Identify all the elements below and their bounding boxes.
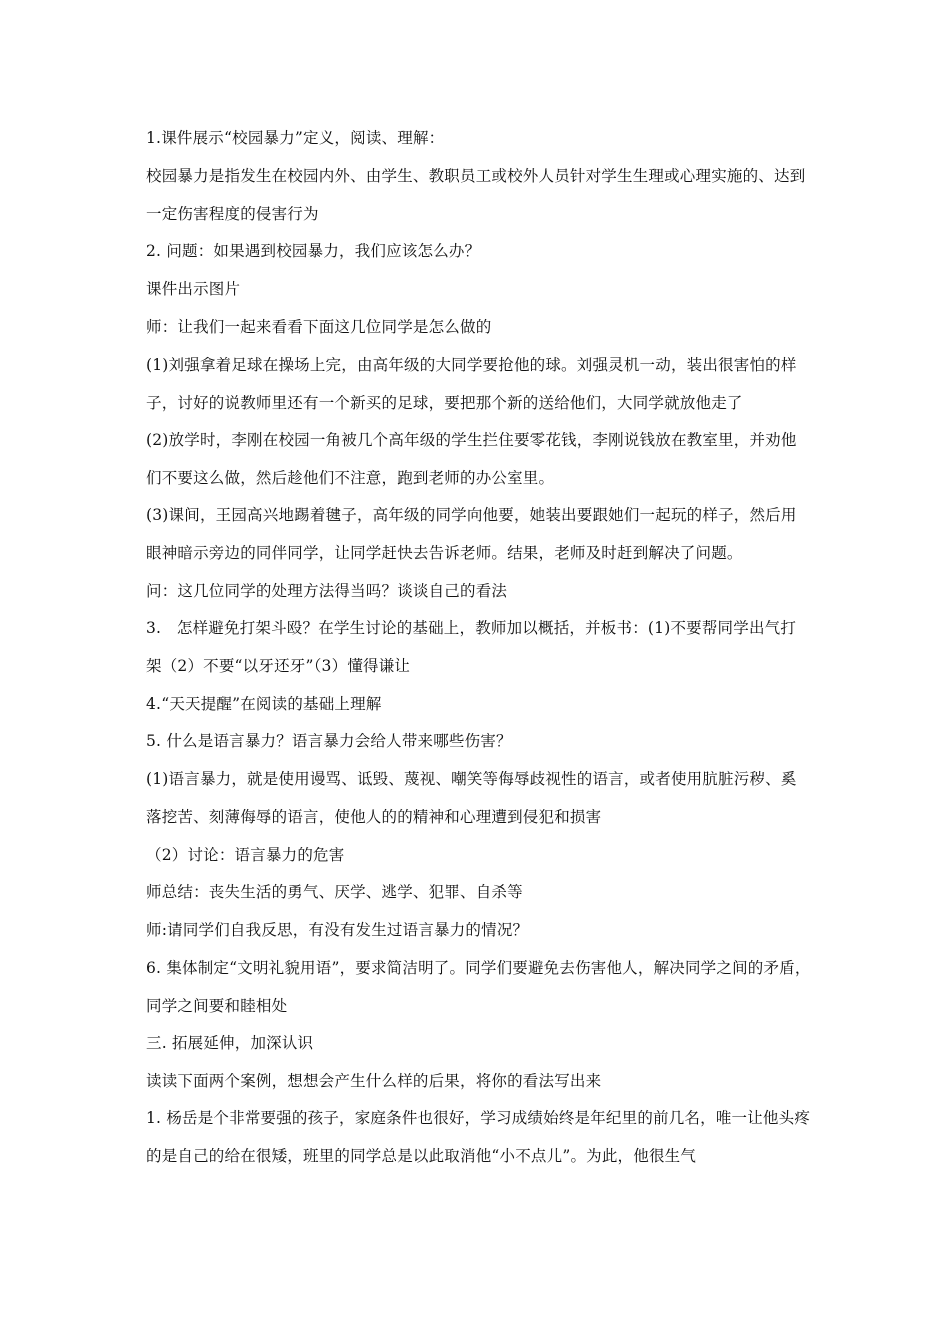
paragraph-show-pictures: 课件出示图片	[146, 280, 241, 298]
paragraph-courseware-definition: 1.课件展示“校园暴力”定义，阅读、理解：	[146, 129, 445, 147]
paragraph-definition-text: 校园暴力是指发生在校园内外、由学生、教职员工或校外人员针对学生生理或心理实施的、达到一定伤害程度的侵害行为	[146, 167, 806, 223]
paragraph-verbal-violence-definition: (1)语言暴力，就是使用谩骂、诋毁、蔑视、嘲笑等侮辱歧视性的语言，或者使用肮脏污秽、奚落挖苦、刻薄侮辱的语言，使他人的的精神和心理遭到侵犯和损害	[146, 770, 797, 826]
paragraph-teacher-summary: 师总结：丧失生活的勇气、厌学、逃学、犯罪、自杀等	[146, 883, 523, 901]
section-heading-extension: 三. 拓展延伸，加深认识	[146, 1034, 314, 1052]
paragraph-teacher-intro: 师：让我们一起来看看下面这几位同学是怎么做的	[146, 318, 492, 336]
paragraph-verbal-violence-question: 5. 什么是语言暴力？语言暴力会给人带来哪些伤害？	[146, 732, 512, 750]
paragraph-avoid-fighting: 3. 怎样避免打架斗殴？在学生讨论的基础上，教师加以概括，并板书：(1)不要帮同学出气打架（2）不要“以牙还牙”（3）懂得谦让	[146, 619, 797, 675]
paragraph-self-reflection: 师:请同学们自我反思，有没有发生过语言暴力的情况？	[146, 921, 529, 939]
paragraph-question-2: 2. 问题：如果遇到校园暴力，我们应该怎么办？	[146, 242, 481, 260]
paragraph-case-1: (1)刘强拿着足球在操场上完，由高年级的大同学要抢他的球。刘强灵机一动，装出很害怕的样子，讨好的说教师里还有一个新买的足球，要把那个新的送给他们，大同学就放他走了	[146, 356, 797, 412]
paragraph-case-yang-yue: 1. 杨岳是个非常要强的孩子，家庭条件也很好，学习成绩始终是年纪里的前几名，唯一让他头疼的是自己的给在很矮，班里的同学总是以此取消他“小不点儿”。为此，他很生气	[146, 1109, 811, 1165]
paragraph-ask-opinion: 问：这几位同学的处理方法得当吗？谈谈自己的看法	[146, 582, 508, 600]
paragraph-daily-reminder: 4.“天天提醒”在阅读的基础上理解	[146, 695, 382, 713]
paragraph-case-2: (2)放学时，李刚在校园一角被几个高年级的学生拦住要零花钱，李刚说钱放在教室里，并劝他们不要这么做，然后趁他们不注意，跑到老师的办公室里。	[146, 431, 797, 487]
paragraph-read-cases: 读读下面两个案例，想想会产生什么样的后果，将你的看法写出来	[146, 1072, 602, 1090]
paragraph-case-3: (3)课间，王园高兴地踢着毽子，高年级的同学向他要，她装出要跟她们一起玩的样子，然后用眼神暗示旁边的同伴同学，让同学赶快去告诉老师。结果，老师及时赶到解决了问题。	[146, 506, 797, 562]
paragraph-polite-language: 6. 集体制定“文明礼貌用语”，要求简洁明了。同学们要避免去伤害他人，解决同学之间的矛盾，同学之间要和睦相处	[146, 959, 811, 1015]
paragraph-discussion: （2）讨论：语言暴力的危害	[146, 846, 345, 864]
